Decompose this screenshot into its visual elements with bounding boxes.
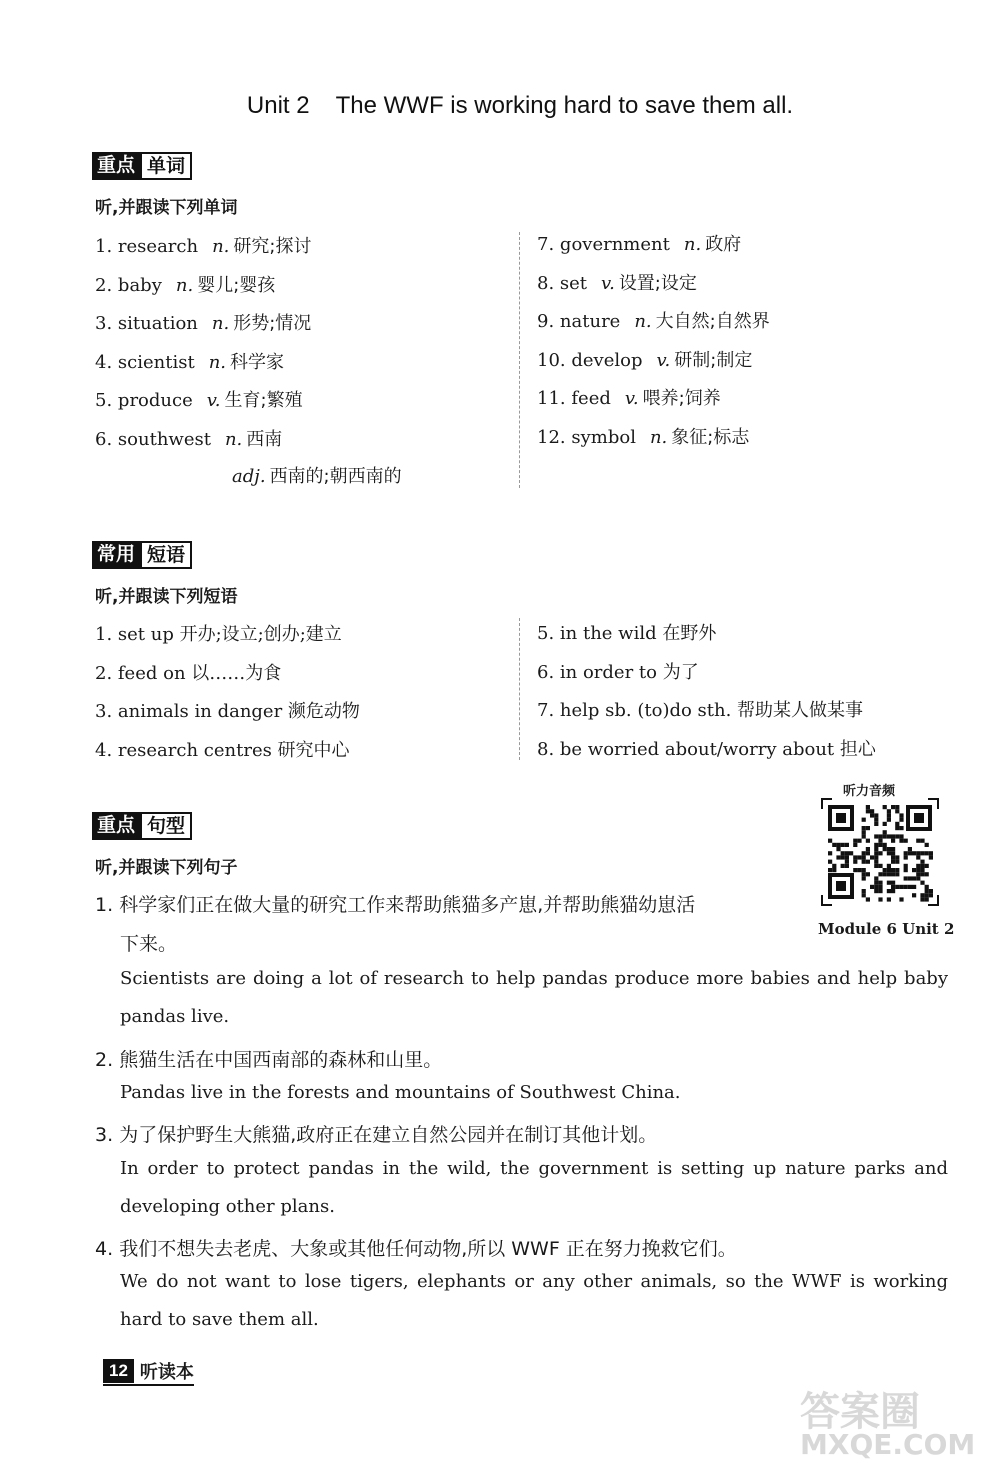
sentence-2-en: Pandas live in the forests and mountains of Southwest China. [120,1082,681,1103]
phrase-item: 2. feed on 以……为食 [95,662,282,684]
page-title [0,92,1000,120]
word-item: 10. develop v. 研制;制定 [537,349,753,371]
footer-label: 听读本 [139,1362,194,1383]
phrases-divider [519,618,520,760]
qr-caption: Module 6 Unit 2 [818,920,955,938]
word-extra-meaning: adj. 西南的;朝西南的 [232,466,402,487]
phrase-item: 7. help sb. (to)do sth. 帮助某人做某事 [537,700,864,722]
sentence-2-zh: 2. 熊猫生活在中国西南部的森林和山里。 [95,1049,443,1071]
word-item: 9. nature n. 大自然;自然界 [537,311,770,333]
word-item: 6. southwest n. 西南 [95,429,283,450]
word-item: 8. set v. 设置;设定 [537,272,697,294]
word-item: 11. feed v. 喂养;饲养 [537,388,721,410]
phrase-item: 5. in the wild 在野外 [537,623,717,644]
words-instruction: 听,并跟读下列单词 [95,198,238,218]
qr-label: 听力音频 [843,784,896,799]
unit-label: Unit 2 [246,92,310,119]
watermark-bottom: MXQE.COM [800,1428,976,1461]
page-number: 12 [103,1359,134,1383]
sentence-1-zh: 1. 科学家们正在做大量的研究工作来帮助熊猫多产崽,并帮助熊猫幼崽活 [95,894,696,916]
sentence-1-zh-cont: 下来。 [120,933,178,955]
words-divider [519,232,520,488]
footer [103,1358,194,1386]
phrase-item: 1. set up 开办;设立;创办;建立 [95,624,342,645]
sentence-3-zh: 3. 为了保护野生大熊猫,政府正在建立自然公园并在制订其他计划。 [95,1124,658,1146]
sentence-1-en: Scientists are doing a lot of research to help pandas produce more babies and help baby pandas live. [120,968,948,1027]
qr-code-icon[interactable] [820,797,940,907]
section-label-phrases: 常用 短语 [92,541,192,569]
word-item: 4. scientist n. 科学家 [95,351,285,373]
word-item: 2. baby n. 婴儿;婴孩 [95,274,276,296]
section-label-words: 重点 单词 [92,152,192,180]
sentence-4-zh: 4. 我们不想失去老虎、大象或其他任何动物,所以 WWF 正在努力挽救它们。 [95,1238,737,1260]
word-item: 7. government n. 政府 [537,234,742,255]
phrase-item: 6. in order to 为了 [537,661,699,683]
sentence-4-en: We do not want to lose tigers, elephants or any other animals, so the WWF is working hard to save them all. [120,1271,948,1330]
phrase-item: 8. be worried about/worry about 担心 [537,738,876,760]
unit-title: The WWF is working hard to save them all. [335,92,794,119]
sentences-instruction: 听,并跟读下列句子 [95,858,238,878]
phrase-item: 3. animals in danger 濒危动物 [95,701,360,723]
word-item: 12. symbol n. 象征;标志 [537,427,750,448]
phrases-instruction: 听,并跟读下列短语 [95,587,238,607]
phrase-item: 4. research centres 研究中心 [95,739,350,761]
watermark-top: 答案圈 [800,1389,920,1435]
sentence-3-en: In order to protect pandas in the wild, the government is setting up nature parks and developing other plans. [120,1158,948,1217]
section-label-sentences: 重点 句型 [92,812,192,840]
word-item: 5. produce v. 生育;繁殖 [95,390,303,412]
word-item: 1. research n. 研究;探讨 [95,236,312,257]
word-item: 3. situation n. 形势;情况 [95,313,312,335]
